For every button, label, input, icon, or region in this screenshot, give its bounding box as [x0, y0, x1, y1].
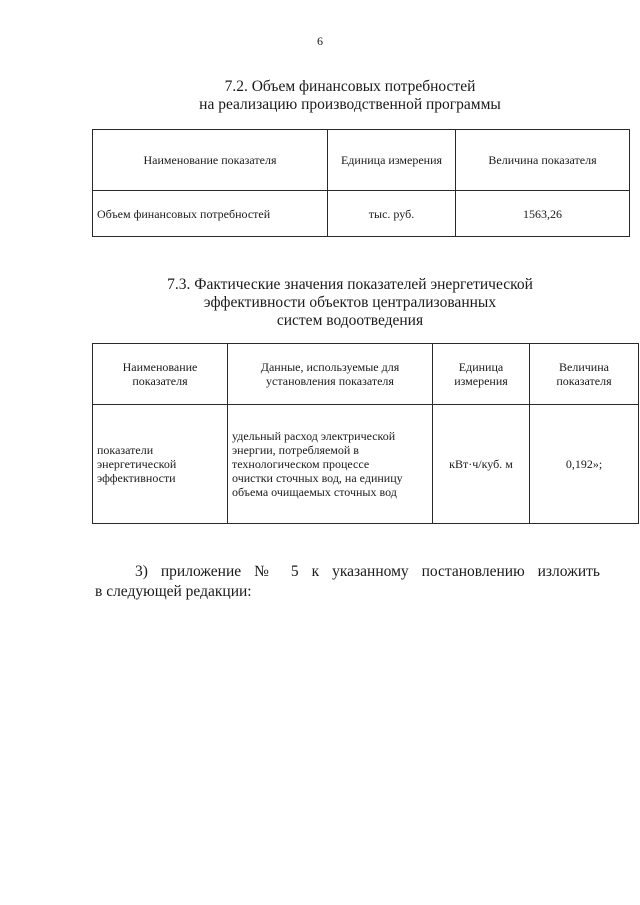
table-header-row: [93, 344, 639, 405]
section-title-7-2: [90, 78, 610, 114]
paragraph-line: в следующей редакции:: [95, 583, 252, 600]
title-line: на реализацию производственной программы: [199, 96, 501, 113]
header-unit: [433, 344, 530, 405]
cell-line: показатели: [97, 443, 154, 457]
section-title-7-3: [90, 276, 610, 330]
cell-value: 1563,26: [456, 191, 630, 237]
financial-needs-table: [92, 129, 630, 237]
energy-efficiency-table: [92, 343, 639, 524]
cell-line: энергетической: [97, 457, 177, 471]
table-row: [93, 191, 630, 237]
header-indicator-name: Наименование показателя: [93, 130, 328, 191]
cell-line: эффективности: [97, 471, 176, 485]
header-line: Наименование: [122, 360, 198, 374]
cell-unit: кВт·ч/куб. м: [433, 405, 530, 524]
header-line: измерения: [454, 374, 508, 388]
header-line: установления показателя: [266, 374, 394, 388]
page-number: 6: [317, 34, 323, 48]
header-data-used: [228, 344, 433, 405]
header-unit: Единица измерения: [328, 130, 456, 191]
cell-unit: тыс. руб.: [328, 191, 456, 237]
header-line: Единица: [458, 360, 504, 374]
cell-line: удельный расход электрической: [232, 429, 396, 443]
title-line: 7.2. Объем финансовых потребностей: [224, 78, 476, 95]
header-line: показателя: [132, 374, 188, 388]
body-paragraph: [95, 562, 600, 602]
cell-data-used: [228, 405, 433, 524]
cell-indicator-name: Объем финансовых потребностей: [93, 191, 328, 237]
title-line: 7.3. Фактические значения показателей энергетической: [167, 276, 533, 293]
header-line: Величина: [559, 360, 609, 374]
title-line: эффективности объектов централизованных: [203, 294, 497, 311]
table-row: [93, 405, 639, 524]
cell-line: объема очищаемых сточных вод: [232, 485, 397, 499]
cell-line: очистки сточных вод, на единицу: [232, 471, 403, 485]
paragraph-line: 3) приложение № 5 к указанному постановлению изложить: [135, 563, 600, 580]
cell-line: энергии, потребляемой в: [232, 443, 359, 457]
cell-line: технологическом процессе: [232, 457, 370, 471]
header-indicator-name: [93, 344, 228, 405]
title-line: систем водоотведения: [276, 312, 424, 329]
header-line: показателя: [556, 374, 612, 388]
header-line: Данные, используемые для: [260, 360, 400, 374]
header-value: [530, 344, 639, 405]
header-value: Величина показателя: [456, 130, 630, 191]
cell-value: 0,192»;: [530, 405, 639, 524]
table-header-row: [93, 130, 630, 191]
cell-indicator-name: [93, 405, 228, 524]
